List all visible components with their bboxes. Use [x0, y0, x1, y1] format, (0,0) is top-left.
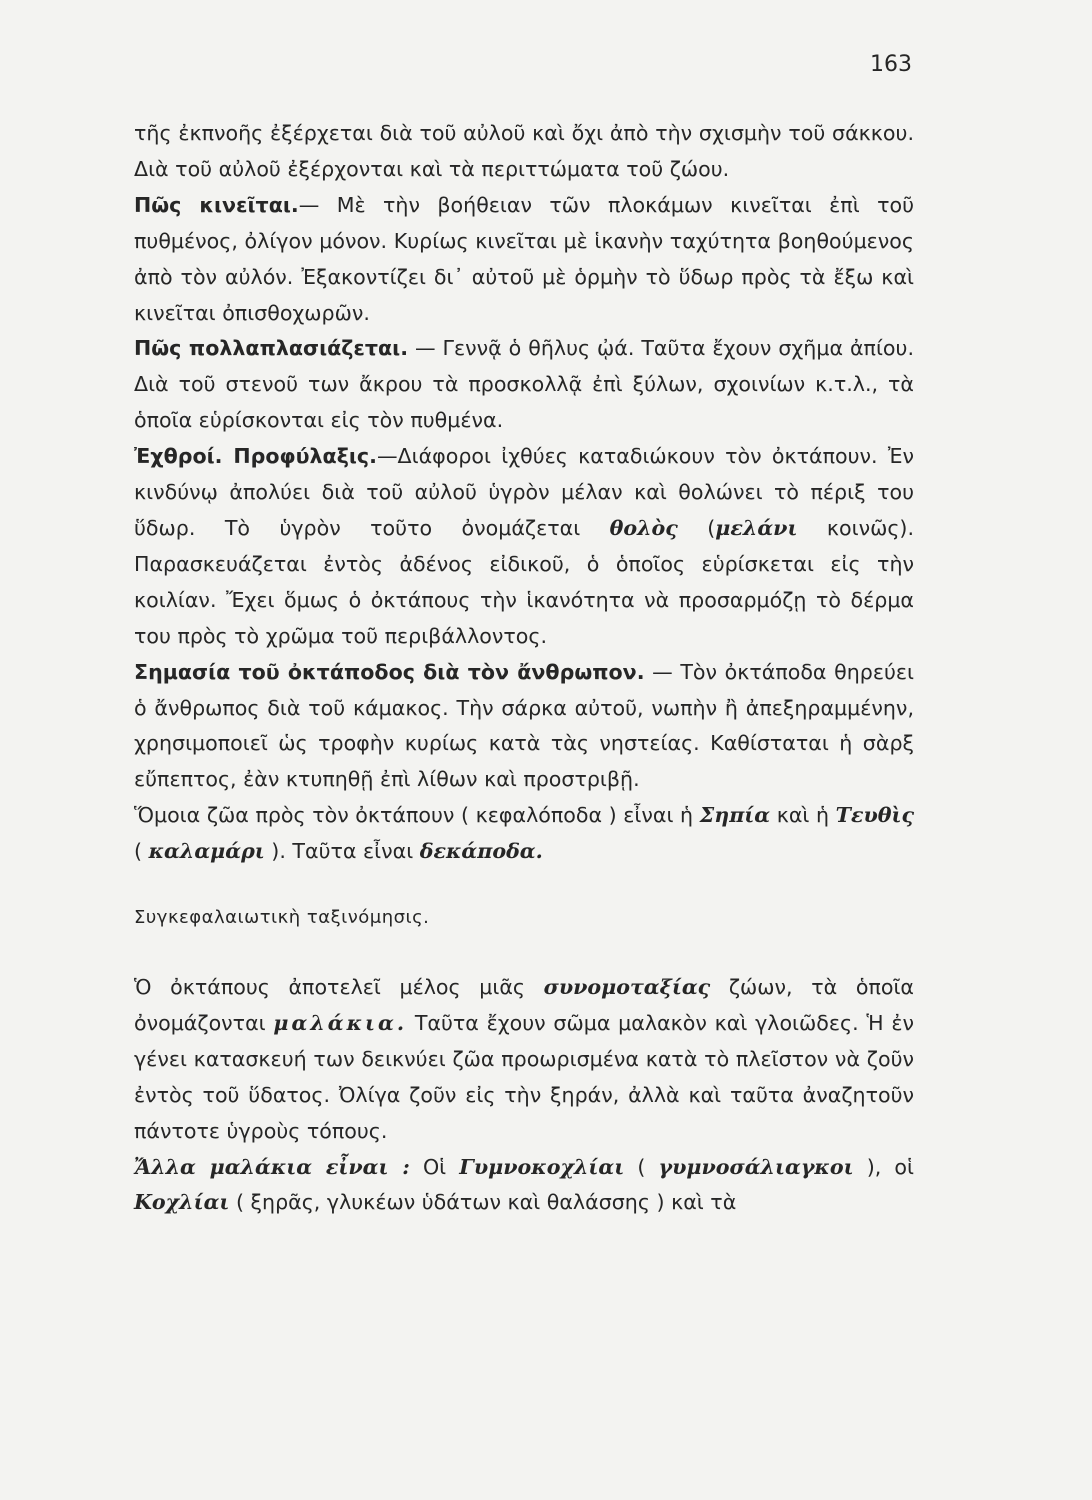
section-title: Συγκεφαλαιωτικὴ ταξινόμησις.: [134, 907, 430, 929]
heading-reproduction: Πῶς πολλαπλασιάζεται.: [134, 336, 409, 361]
term-kochliai: Κοχλίαι: [134, 1190, 230, 1215]
text-locomotion: — Μὲ τὴν βοήθειαν τῶν πλοκάμων κινεῖται ἐπὶ τοῦ πυθμένος, ὀλίγον μόνον. Κυρίως κινεῖται μὲ ἱκανὴν ταχύτητα βοηθούμενος ἀπὸ τὸν αὐλόν. Ἐξακοντίζει δι᾽ αὐτοῦ μὲ ὁρμὴν τὸ ὕδωρ πρὸς τὰ ἔξω καὶ κινεῖται ὀπισθοχωρῶν.: [134, 192, 914, 325]
text-class-3: Ταῦτα ἔχουν σῶμα μαλακὸν καὶ γλοιῶδες. Ἡ ἐν γένει κατασκευή των δεικνύει ζῶα προωρισμένα κατὰ τὸ πλεῖστον νὰ ζοῦν ἐντὸς τοῦ ὕδατος. Ὀλίγα ζοῦν εἰς τὴν ξηράν, ἀλλὰ καὶ ταῦτα ἀναζητοῦν πάντοτε ὑγροὺς τόπους.: [134, 1010, 914, 1143]
text-similar-2: καὶ ἡ: [770, 803, 836, 828]
paragraph-classification: [134, 970, 914, 1150]
paragraph-enemies: [134, 439, 914, 654]
term-teuthis: Τευθὶς: [835, 803, 914, 828]
text-reproduction: — Γεννᾷ ὁ θῆλυς ᾠά. Ταῦτα ἔχουν σχῆμα ἀπίου. Διὰ τοῦ στενοῦ των ἄκρου τὰ προσκολλᾷ ἐπὶ ξύλων, σχοινίων κ.τ.λ., τὰ ὁποῖα εὑρίσκονται εἰς τὸν πυθμένα.: [134, 336, 914, 433]
term-gymnokochliai: Γυμνοκοχλίαι: [459, 1154, 625, 1179]
term-kalamari: καλαμάρι: [148, 839, 265, 864]
text-similar-4: ). Ταῦτα εἶναι: [264, 839, 420, 864]
page-body: [134, 116, 914, 1221]
text-class-1: Ὁ ὀκτάπους ἀποτελεῖ μέλος μιᾶς: [134, 975, 544, 1000]
term-malakia: μαλάκια.: [273, 1010, 408, 1035]
text-similar-3: (: [134, 839, 149, 864]
paragraph-significance: [134, 655, 914, 799]
text-other-2: (: [624, 1154, 659, 1179]
text-enemies-1: —Διάφοροι ἰχθύες καταδιώκουν τὸν ὀκτάπουν. Ἐν κινδύνῳ ἀπολύει διὰ τοῦ αὐλοῦ ὑγρὸν μέλαν καὶ θολώνει τὸ πέριξ του ὕδωρ. Τὸ ὑγρὸν τοῦτο ὀνομάζεται: [134, 444, 915, 540]
term-melani: μελάνι: [715, 515, 798, 540]
text-significance: — Τὸν ὀκτάποδα θηρεύει ὁ ἄνθρωπος διὰ τοῦ κάμακος. Τὴν σάρκα αὐτοῦ, νωπὴν ἢ ἀπεξηραμμένην, χρησιμοποιεῖ ὡς τροφὴν κυρίως κατὰ τὰς νηστείας. Καθίσταται ἡ σὰρξ εὔπεπτος, ἐὰν κτυπηθῇ ἐπὶ λίθων καὶ προστριβῇ.: [134, 659, 914, 792]
paragraph-reproduction: [134, 331, 914, 439]
term-gymnosaliagkoi: γυμνοσάλιαγκοι: [658, 1154, 854, 1179]
text-enemies-2: (: [677, 515, 716, 540]
paragraph-other-molluscs: [134, 1150, 914, 1222]
term-sepia: Σηπία: [699, 803, 771, 828]
text-other-3: ), οἱ: [853, 1154, 914, 1179]
term-dekapoda: δεκάποδα.: [419, 839, 543, 864]
heading-enemies: Ἐχθροί. Προφύλαξις.: [134, 444, 377, 469]
paragraph-1: τῆς ἐκπνοῆς ἐξέρχεται διὰ τοῦ αὐλοῦ καὶ ὄχι ἀπὸ τὴν σχισμὴν τοῦ σάκκου. Διὰ τοῦ αὐλοῦ ἐξέρχονται καὶ τὰ περιττώματα τοῦ ζώου.: [134, 121, 914, 181]
page-number: 163: [870, 52, 912, 77]
term-alla-malakia: Ἄλλα μαλάκια εἶναι :: [134, 1154, 410, 1179]
heading-locomotion: Πῶς κινεῖται.: [134, 192, 299, 217]
text-other-4: ( ξηρᾶς, γλυκέων ὑδάτων καὶ θαλάσσης ) καὶ τὰ: [229, 1190, 737, 1215]
text-class-2: ζώων, τὰ ὁποῖα ὀνομάζονται: [134, 975, 914, 1035]
heading-significance: Σημασία τοῦ ὀκτάποδος διὰ τὸν ἄνθρωπον.: [134, 659, 645, 684]
term-tholos: θολὸς: [609, 515, 678, 540]
paragraph-similar-animals: [134, 798, 914, 870]
text-similar-1: Ὅμοια ζῶα πρὸς τὸν ὀκτάπουν ( κεφαλόποδα ) εἶναι ἡ: [134, 803, 700, 828]
paragraph-locomotion: [134, 188, 914, 332]
term-synomotaxia: συνομοταξίας: [543, 975, 711, 1000]
text-other-1: Οἱ: [409, 1154, 460, 1179]
text-enemies-3: κοινῶς). Παρασκευάζεται ἐντὸς ἀδένος εἰδικοῦ, ὁ ὁποῖος εὑρίσκεται εἰς τὴν κοιλίαν. Ἔχει ὅμως ὁ ὀκτάπους τὴν ἱκανότητα νὰ προσαρμόζῃ τὸ δέρμα του πρὸς τὸ χρῶμα τοῦ περιβάλλοντος.: [134, 515, 915, 648]
